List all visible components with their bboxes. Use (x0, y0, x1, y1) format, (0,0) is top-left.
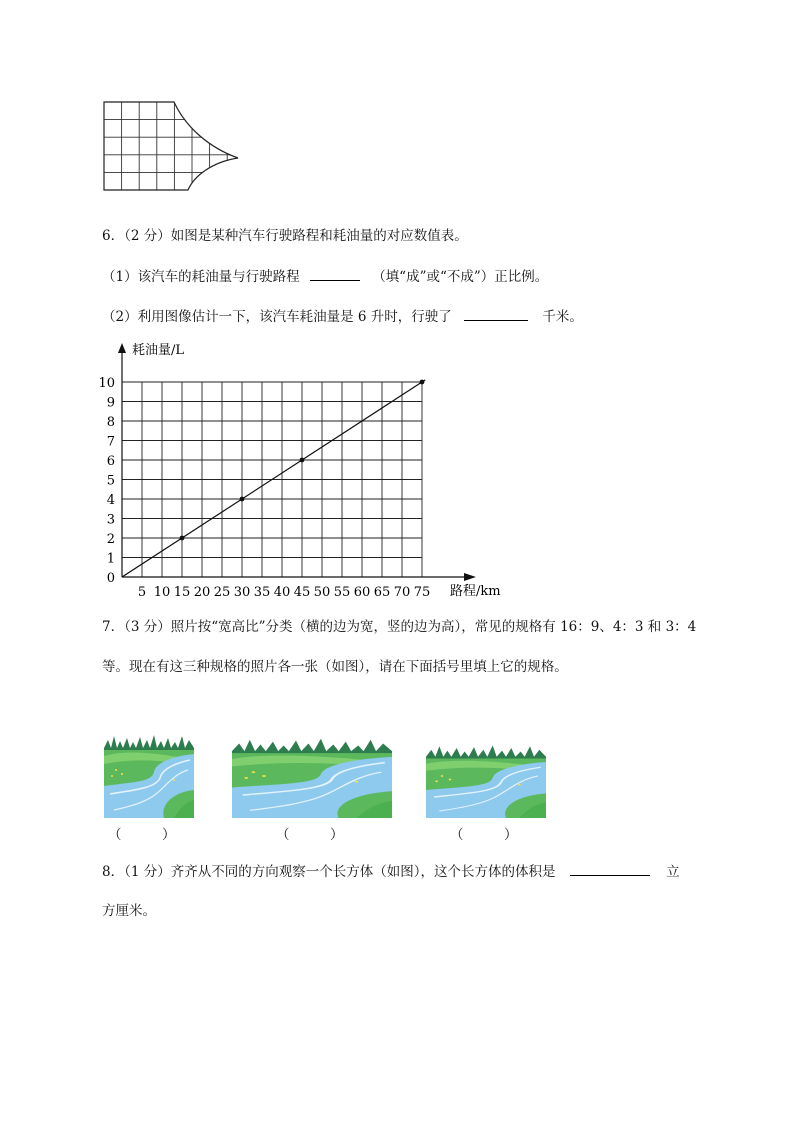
y-tick-label: 7 (106, 434, 115, 450)
q6-part2 (102, 306, 583, 327)
q6-part2-before: （2）利用图像估计一下，该汽车耗油量是 6 升时，行驶了 (102, 309, 452, 325)
x-tick-label: 35 (253, 585, 271, 600)
y-tick-label: 1 (106, 551, 115, 567)
q7-line2: 等。现在有这三种规格的照片各一张（如图），请在下面括号里填上它的规格。 (102, 659, 568, 675)
q5-grid-figure (100, 98, 245, 194)
q6-part1 (102, 266, 548, 287)
photo-3-4 (104, 730, 194, 818)
photo-4-3 (426, 741, 546, 818)
photo-2-answer[interactable]: （ ） (276, 827, 344, 843)
x-tick-label: 15 (173, 585, 191, 600)
series-line (122, 380, 425, 577)
y-tick-label: 2 (106, 532, 115, 547)
y-tick-label: 10 (98, 376, 115, 391)
q8-line1-before: 8．（1 分）齐齐从不同的方向观察一个长方体（如图），这个长方体的体积是 (102, 864, 556, 880)
q8-blank[interactable] (570, 861, 650, 876)
q6-line-chart (98, 335, 518, 605)
y-axis-arrow (118, 343, 126, 353)
q8-line2: 方厘米。 (102, 903, 156, 919)
data-point (420, 380, 425, 385)
q6-part1-before: （1）该汽车的耗油量与行驶路程 (102, 269, 300, 285)
q6-part1-after: （填“成”或“不成”）正比例。 (372, 269, 549, 285)
x-tick-label: 50 (313, 585, 331, 600)
chart-y-axis-label: 耗油量/L (132, 343, 185, 358)
photo-1-answer[interactable]: （ ） (108, 827, 176, 843)
q6-part2-blank[interactable] (464, 306, 528, 321)
x-tick-label: 25 (213, 585, 231, 600)
x-axis-arrow (464, 573, 476, 581)
q8-line1-after: 立 (666, 864, 680, 880)
q6-part2-after: 千米。 (542, 309, 583, 325)
y-tick-label: 4 (106, 493, 115, 508)
x-tick-label: 60 (353, 585, 371, 600)
x-tick-label: 45 (293, 585, 311, 600)
y-tick-label: 8 (106, 415, 115, 430)
q8-line1 (102, 861, 680, 882)
q6-part1-blank[interactable] (310, 266, 360, 281)
y-tick-label: 5 (106, 473, 115, 489)
x-tick-label: 75 (413, 585, 431, 600)
y-tick-label: 6 (106, 454, 115, 469)
x-tick-label: 65 (373, 585, 391, 600)
q7-line1: 7．（3 分）照片按“宽高比”分类（横的边为宽，竖的边为高），常见的规格有 16：9、4：3 和 3：4 (102, 619, 697, 635)
x-tick-label: 10 (153, 585, 171, 600)
x-tick-label: 5 (137, 585, 147, 600)
chart-series (122, 380, 425, 577)
x-tick-label: 70 (393, 585, 411, 600)
y-tick-label: 0 (106, 571, 115, 586)
y-tick-label: 9 (106, 395, 115, 411)
x-tick-label: 55 (333, 585, 351, 600)
x-tick-label: 40 (273, 585, 291, 600)
data-point (240, 497, 245, 502)
chart-x-axis-label: 路程/km (450, 584, 501, 599)
y-tick-label: 3 (106, 512, 115, 528)
data-point (180, 536, 185, 541)
x-tick-label: 20 (193, 585, 211, 600)
q6-stem: 6．（2 分）如图是某种汽车行驶路程和耗油量的对应数值表。 (102, 228, 468, 244)
x-tick-label: 30 (233, 585, 251, 600)
data-point (300, 458, 305, 463)
photo-16-9 (232, 734, 392, 818)
photo-3-answer[interactable]: （ ） (450, 827, 518, 843)
